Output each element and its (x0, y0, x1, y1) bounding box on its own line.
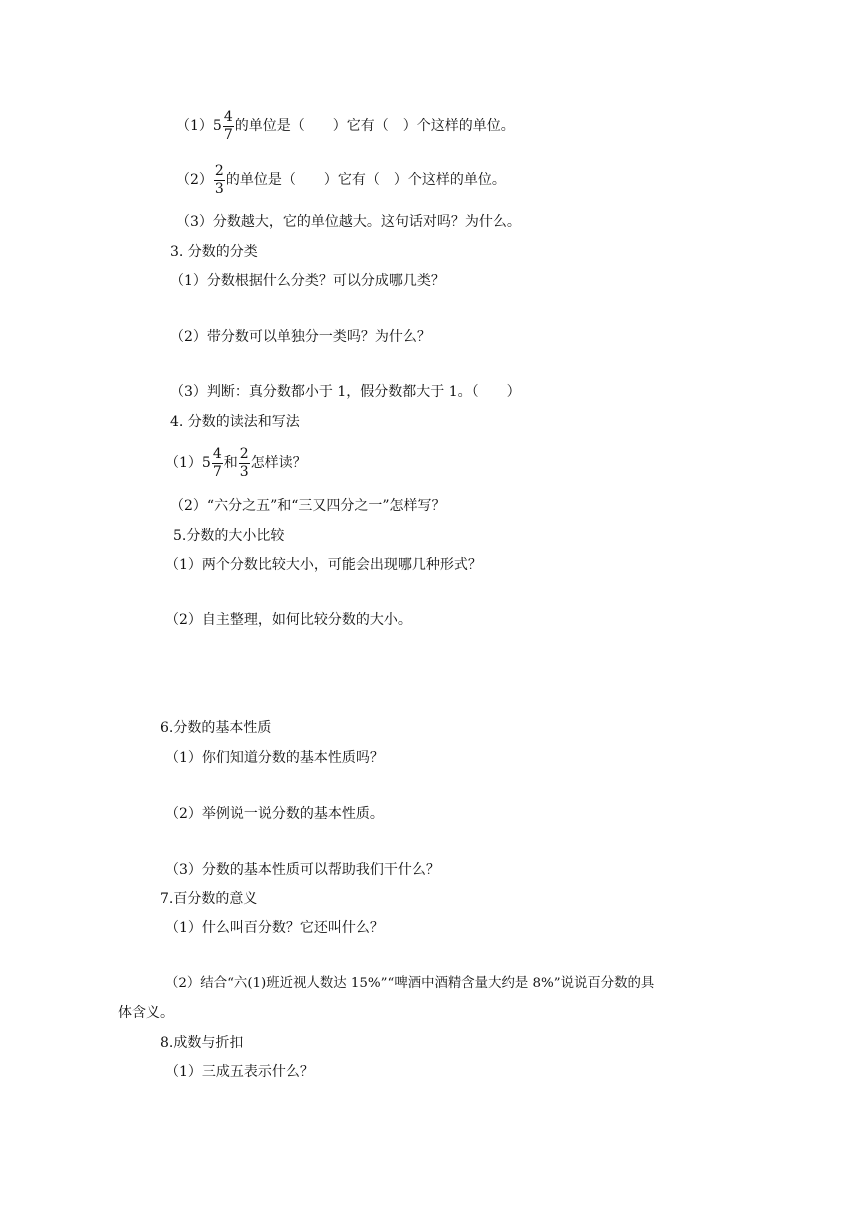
question-item: （3）分数越大，它的单位越大。这句话对吗？为什么。 (176, 214, 521, 230)
question-item: （2）结合“六(1)班近视人数达 15%”“啤酒中酒精含量大约是 8%”说说百分数的具 (165, 976, 655, 991)
fraction-denominator: 7 (223, 126, 233, 143)
mixed-fraction (202, 443, 224, 483)
item-text: 的单位是（ ）它有（ ）个这样的单位。 (225, 172, 506, 188)
question-item: （1）三成五表示什么？ (165, 1064, 314, 1080)
question-item: （2）自主整理，如何比较分数的大小。 (165, 612, 412, 628)
question-item-continuation: 体含义。 (118, 1005, 174, 1021)
fraction-whole: 5 (212, 118, 222, 134)
mixed-fraction (213, 106, 235, 146)
section-heading: 3. 分数的分类 (170, 244, 258, 260)
question-item: （2）带分数可以单独分一类吗？为什么？ (170, 329, 431, 345)
question-item: （3）判断：真分数都小于 1，假分数都大于 1。（ ） (170, 384, 521, 400)
fraction-numerator: 4 (212, 445, 222, 462)
question-item (176, 160, 506, 200)
fraction-numerator: 2 (214, 162, 224, 179)
section-heading: 6.分数的基本性质 (160, 720, 272, 736)
question-item: （1）分数根据什么分类？可以分成哪几类？ (170, 273, 445, 289)
fraction-whole: 5 (201, 455, 211, 471)
question-item: （3）分数的基本性质可以帮助我们干什么？ (165, 862, 440, 878)
connector-text: 和 (223, 455, 238, 471)
fraction-denominator: 7 (212, 463, 222, 480)
fraction-numerator: 2 (239, 445, 249, 462)
item-prefix: （1） (165, 455, 202, 471)
fraction-numerator: 4 (223, 108, 233, 125)
item-prefix: （2） (176, 172, 213, 188)
question-item: （2）举例说一说分数的基本性质。 (165, 806, 384, 822)
section-heading: 8.成数与折扣 (160, 1035, 244, 1051)
fraction-denominator: 3 (214, 180, 224, 197)
item-text: 怎样读？ (250, 455, 307, 471)
section-heading: 5.分数的大小比较 (173, 528, 285, 544)
item-prefix: （1） (176, 118, 213, 134)
question-item: （1）你们知道分数的基本性质吗？ (165, 750, 384, 766)
question-item: （1）两个分数比较大小，可能会出现哪几种形式？ (165, 557, 482, 573)
question-item: （1）什么叫百分数？它还叫什么？ (165, 920, 384, 936)
question-item: （2）“六分之五”和“三又四分之一”怎样写？ (170, 498, 446, 514)
section-heading: 7.百分数的意义 (160, 891, 258, 907)
section-heading: 4. 分数的读法和写法 (170, 414, 300, 430)
question-item (176, 106, 515, 146)
fraction (239, 446, 250, 481)
fraction (214, 163, 225, 198)
fraction-denominator: 3 (239, 463, 249, 480)
item-text: 的单位是（ ）它有（ ）个这样的单位。 (234, 118, 515, 134)
question-item (165, 443, 307, 483)
